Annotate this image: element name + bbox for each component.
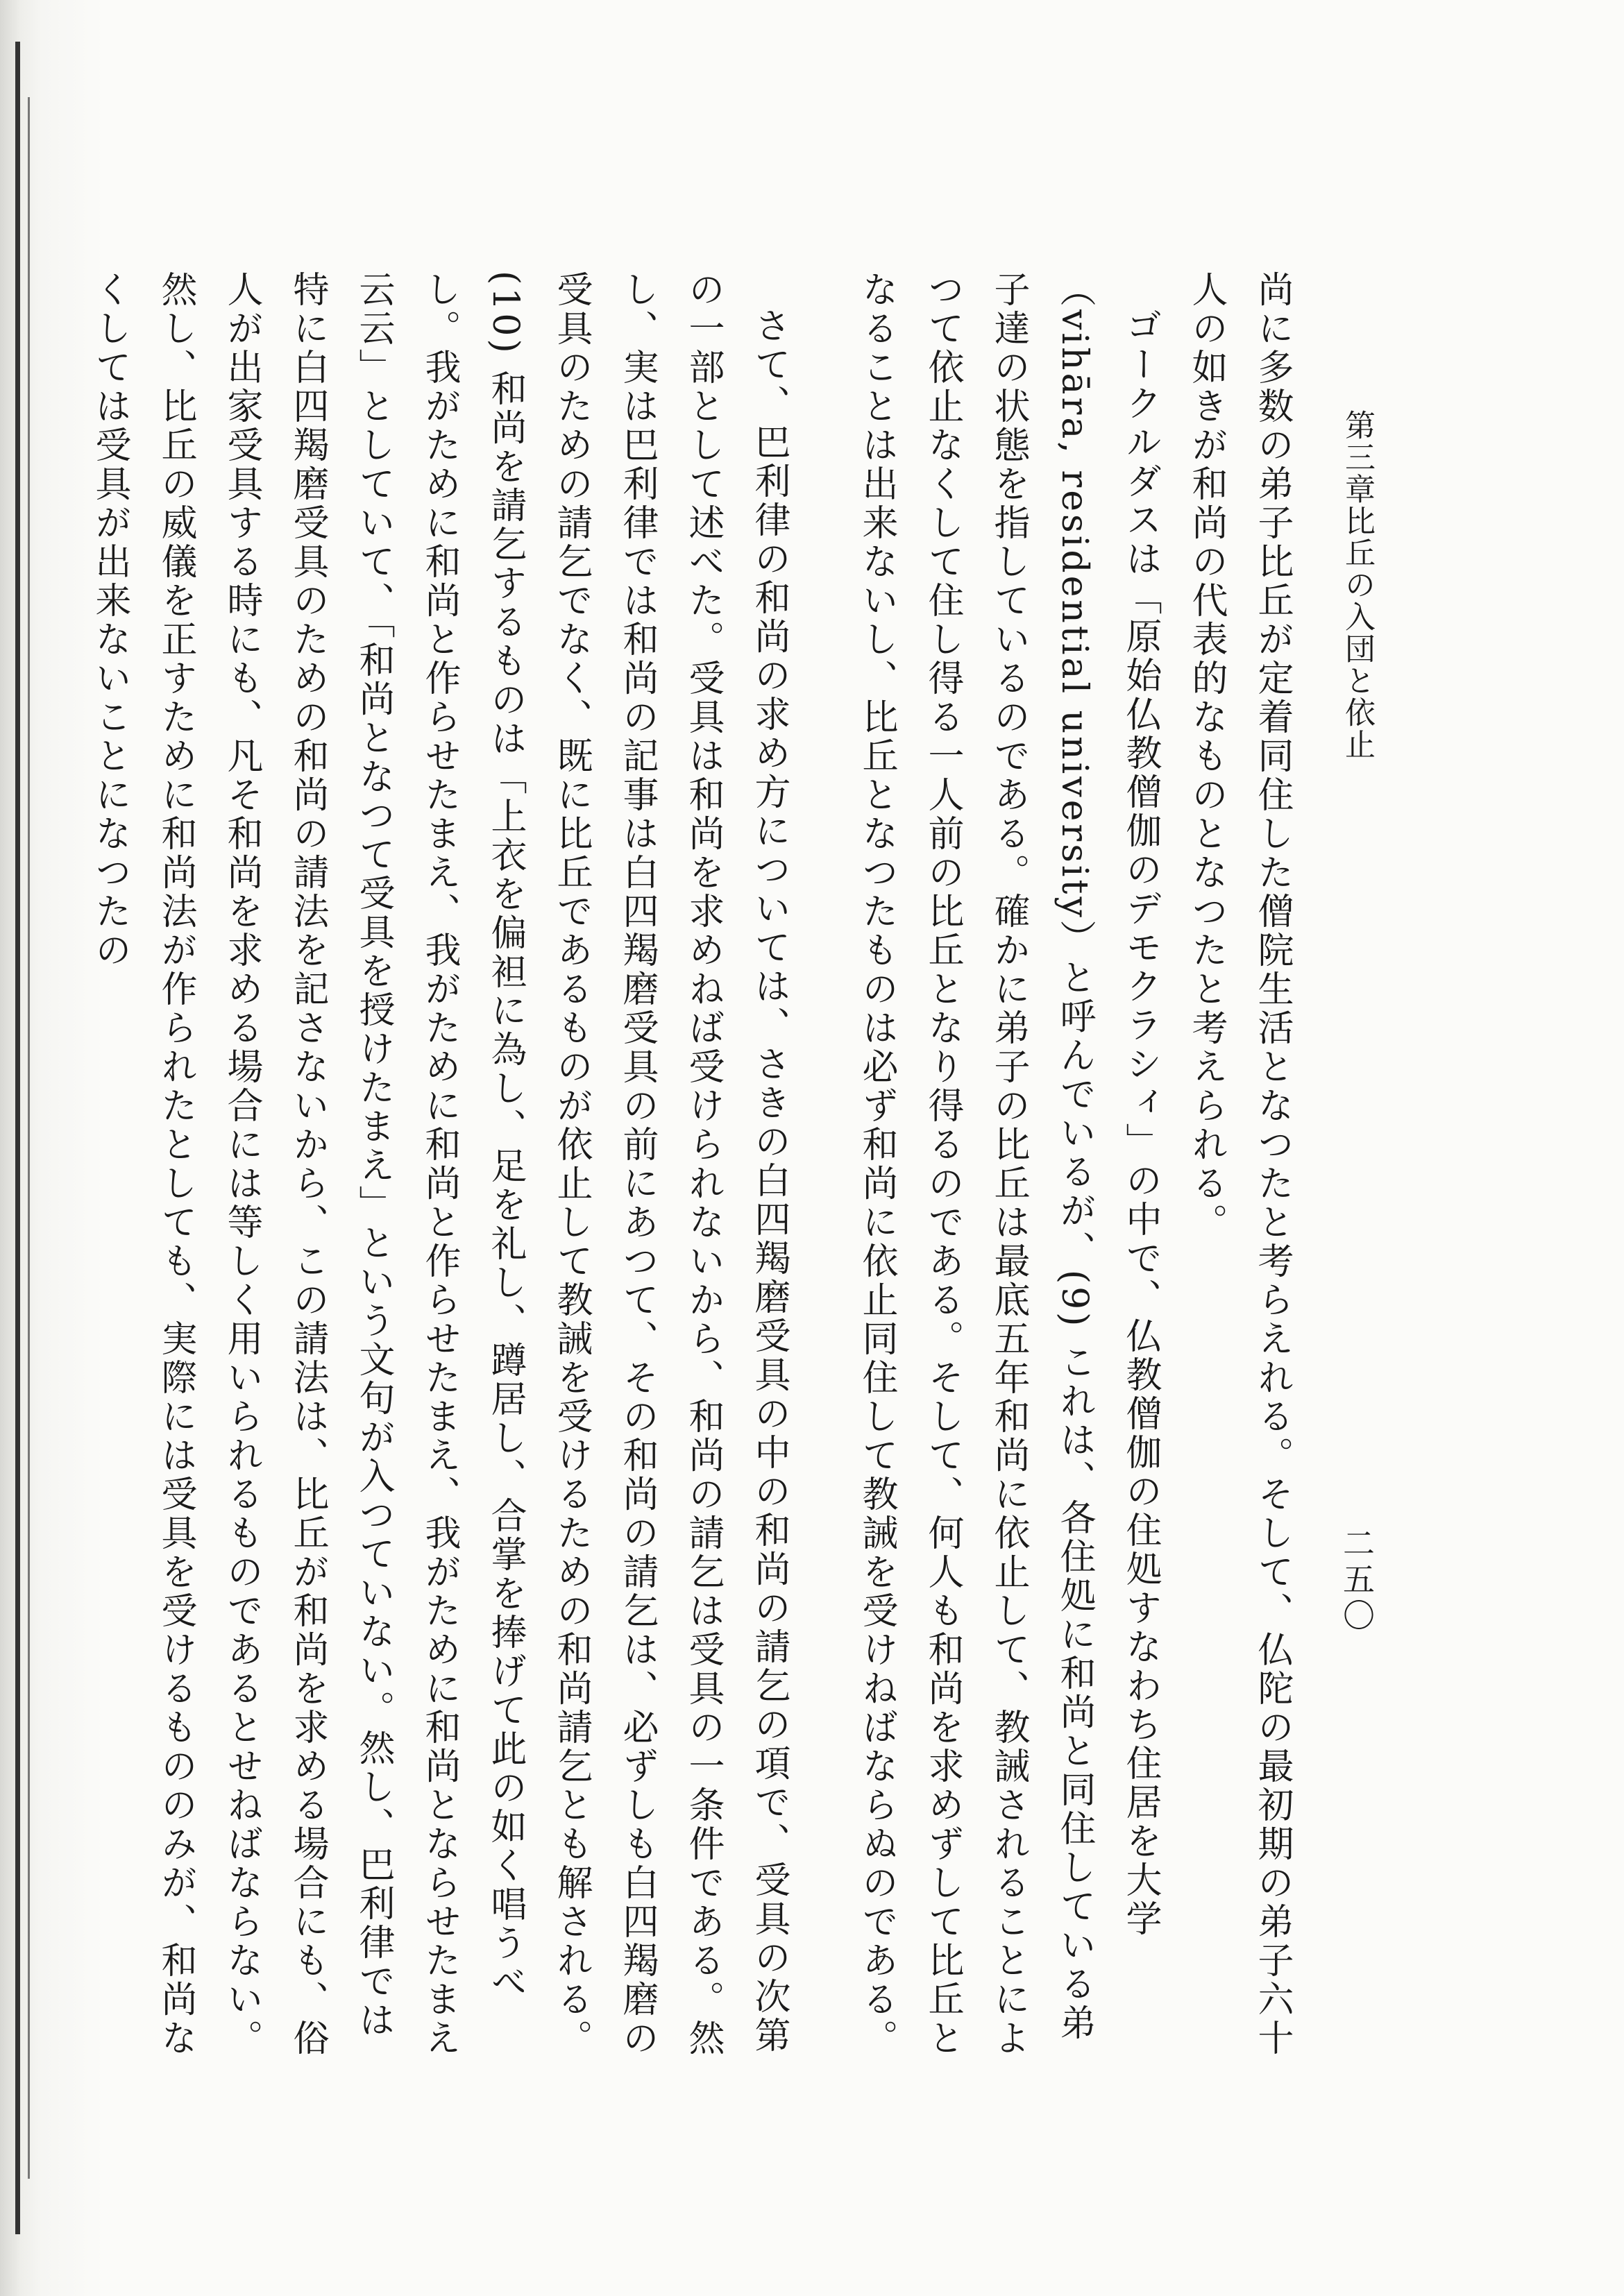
- running-head: 第三章比丘の入団と依止: [1339, 409, 1375, 760]
- binding-shadow-line-secondary: [28, 97, 30, 2179]
- paragraph-2: ゴークルダスは「原始仏教僧伽のデモクラシィ」の中で、仏教僧伽の住処すなわち住居を大学（vihāra, residential university）と呼んでいるが、(9) これは、各住処に和尚と同住している弟子達の状態を指しているのである。確かに弟子の比丘は最底五年和尚に依止して、教誡されることによつて依止なくして住し得る一人前の比丘となり得るのである。そして、何人も和尚を求めずして比丘となることは出来ないし、比丘となつたものは必ず和尚に依止同住して教誡を受けねばならぬのである。: [856, 271, 1161, 2058]
- paragraph-3: さて、巴利律の和尚の求め方については、さきの白四羯磨受具の中の和尚の請乞の項で、受具の次第の一部として述べた。受具は和尚を求めねば受けられないから、和尚の請乞は受具の一条件である。然し、実は巴利律では和尚の記事は白四羯磨受具の前にあつて、その和尚の請乞は、必ずしも白四羯磨の受具のための請乞でなく、既に比丘であるものが依止して教誡を受けるための和尚請乞とも解される。(10) 和尚を請乞するものは「上衣を偏袒に為し、足を礼し、蹲居し、合掌を捧げて此の如く唱うべし。我がために和尚と作らせたまえ、我がために和尚と作らせたまえ、我がために和尚とならせたまえ云云」としていて、「和尚となつて受具を授けたまえ」という文句が入つていない。然し、巴利律では特に白四羯磨受具のための和尚の請法を記さないから、この請法は、比丘が和尚を求める場合にも、俗人が出家受具する時にも、凡そ和尚を求める場合には等しく用いられるものであるとせねばならない。然し、比丘の威儀を正すために和尚法が作られたとしても、実際には受具を受けるもののみが、和尚なくしては受具が出来ないことになつたの: [89, 271, 790, 2058]
- paragraph-1: 尚に多数の弟子比丘が定着同住した僧院生活となつたと考らえれる。そして、仏陀の最初期の弟子六十人の如きが和尚の代表的なものとなつたと考えられる。: [1185, 271, 1293, 2058]
- body-text: [89, 271, 1305, 2075]
- binding-shadow-line: [15, 42, 20, 2234]
- page-number: 二五〇: [1338, 1527, 1376, 1635]
